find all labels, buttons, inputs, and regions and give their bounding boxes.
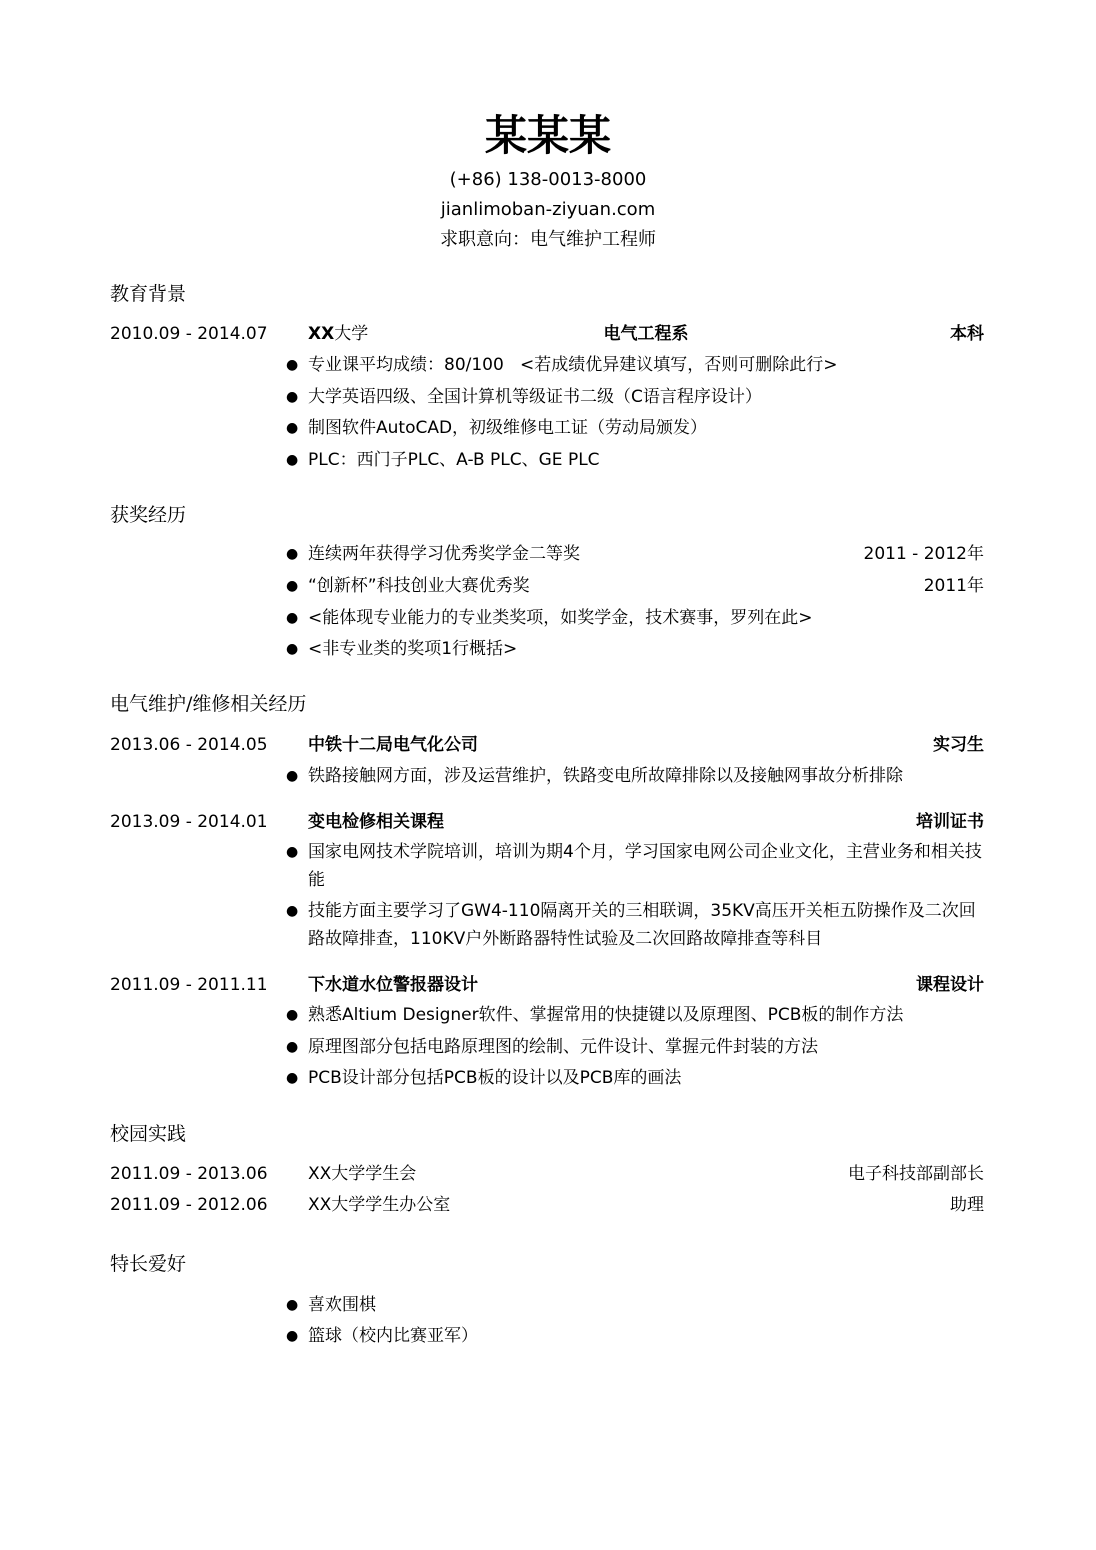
- section-title-hobbies: 特长爱好: [110, 1253, 187, 1275]
- list-item-text: PCB设计部分包括PCB板的设计以及PCB库的画法: [308, 1068, 682, 1088]
- bullet-icon: ●: [286, 357, 299, 373]
- bullet-icon: ●: [286, 389, 299, 405]
- list-item: [286, 383, 984, 411]
- list-item: [286, 351, 984, 379]
- phone-number: (+86) 138-0013-8000: [449, 169, 647, 190]
- list-item: [286, 838, 984, 894]
- list-item: [286, 1291, 984, 1319]
- experience-date: 2013.06 - 2014.05: [110, 735, 268, 755]
- bullet-icon: ●: [286, 1039, 299, 1055]
- campus-org: XX大学学生办公室: [308, 1195, 451, 1215]
- experience-role: 课程设计: [916, 975, 984, 995]
- list-item-text: 篮球（校内比赛亚军）: [308, 1326, 478, 1346]
- bullet-icon: ●: [286, 1070, 299, 1086]
- list-item: [286, 1322, 984, 1350]
- bullet-icon: ●: [286, 844, 299, 860]
- list-item-text: 技能方面主要学习了GW4-110隔离开关的三相联调，35KV高压开关柜五防操作及二次回路故障排查，110KV户外断路器特性试验及二次回路故障排查等科目: [308, 901, 976, 949]
- section-title-education: 教育背景: [110, 283, 187, 305]
- list-item-text: 喜欢围棋: [308, 1295, 376, 1315]
- experience-header: [308, 973, 984, 997]
- list-item: [286, 762, 984, 790]
- campus-date: 2011.09 - 2013.06: [110, 1164, 268, 1184]
- experience-date: 2013.09 - 2014.01: [110, 812, 268, 832]
- section-title-experience: 电气维护/维修相关经历: [110, 693, 307, 715]
- bullet-icon: ●: [286, 578, 299, 594]
- list-item: [286, 1001, 984, 1029]
- website: jianlimoban-ziyuan.com: [440, 199, 656, 220]
- bullet-icon: ●: [286, 1297, 299, 1313]
- list-item-text: <非专业类的奖项1行概括>: [308, 639, 518, 659]
- experience-org: 中铁十二局电气化公司: [308, 735, 478, 755]
- campus-row: [308, 1193, 984, 1217]
- experience-date: 2011.09 - 2011.11: [110, 975, 268, 995]
- list-item-text: 熟悉Altium Designer软件、掌握常用的快捷键以及原理图、PCB板的制作方法: [308, 1005, 904, 1025]
- list-item-text: 国家电网技术学院培训，培训为期4个月，学习国家电网公司企业文化，主营业务和相关技能: [308, 842, 982, 890]
- education-header: [308, 322, 984, 346]
- experience-role: 培训证书: [916, 812, 984, 832]
- bullet-icon: ●: [286, 641, 299, 657]
- award-date: 2011 - 2012年: [863, 544, 984, 564]
- list-item: [286, 604, 984, 632]
- campus-row: [308, 1162, 984, 1186]
- experience-header: [308, 733, 984, 757]
- list-item: [286, 414, 984, 442]
- list-item: [286, 897, 984, 953]
- bullet-icon: ●: [286, 546, 299, 562]
- award-date: 2011年: [923, 576, 984, 596]
- list-item-text: 制图软件AutoCAD，初级维修电工证（劳动局颁发）: [308, 418, 708, 438]
- experience-header: [308, 810, 984, 834]
- experience-org: 下水道水位警报器设计: [308, 975, 478, 995]
- list-item: [286, 635, 984, 663]
- experience-role: 实习生: [933, 735, 984, 755]
- list-item-text: <能体现专业能力的专业类奖项，如奖学金，技术赛事，罗列在此>: [308, 608, 813, 628]
- campus-org: XX大学学生会: [308, 1164, 417, 1184]
- list-item-text: PLC：西门子PLC、A-B PLC、GE PLC: [308, 450, 600, 470]
- job-objective: 求职意向：电气维护工程师: [440, 229, 656, 250]
- school-name-rest: 大学: [334, 324, 369, 344]
- bullet-icon: ●: [286, 1007, 299, 1023]
- bullet-icon: ●: [286, 452, 299, 468]
- list-item-text: 大学英语四级、全国计算机等级证书二级（C语言程序设计）: [308, 387, 762, 407]
- bullet-icon: ●: [286, 903, 299, 919]
- bullet-icon: ●: [286, 420, 299, 436]
- list-item-text: 原理图部分包括电路原理图的绘制、元件设计、掌握元件封装的方法: [308, 1037, 818, 1057]
- list-item-text: 专业课平均成绩：80/100 <若成绩优异建议填写，否则可删除此行>: [308, 355, 838, 375]
- campus-role: 助理: [950, 1195, 984, 1215]
- major: 电气工程系: [603, 324, 689, 344]
- section-title-campus: 校园实践: [110, 1123, 187, 1145]
- candidate-name: 某某某: [484, 111, 611, 160]
- list-item: [286, 1064, 984, 1092]
- bullet-icon: ●: [286, 768, 299, 784]
- list-item: [286, 572, 984, 600]
- campus-role: 电子科技部副部长: [848, 1164, 984, 1184]
- section-title-awards: 获奖经历: [110, 504, 187, 526]
- list-item-text: 连续两年获得学习优秀奖学金二等奖: [308, 544, 580, 564]
- school-name-xx: XX: [308, 324, 335, 344]
- education-date: 2010.09 - 2014.07: [110, 324, 268, 344]
- campus-date: 2011.09 - 2012.06: [110, 1195, 268, 1215]
- bullet-icon: ●: [286, 1328, 299, 1344]
- list-item: [286, 540, 984, 568]
- list-item: [286, 446, 984, 474]
- bullet-icon: ●: [286, 610, 299, 626]
- degree: 本科: [950, 324, 984, 344]
- list-item-text: “创新杯”科技创业大赛优秀奖: [308, 576, 530, 596]
- list-item-text: 铁路接触网方面，涉及运营维护，铁路变电所故障排除以及接触网事故分析排除: [308, 766, 903, 786]
- experience-org: 变电检修相关课程: [308, 812, 444, 832]
- list-item: [286, 1033, 984, 1061]
